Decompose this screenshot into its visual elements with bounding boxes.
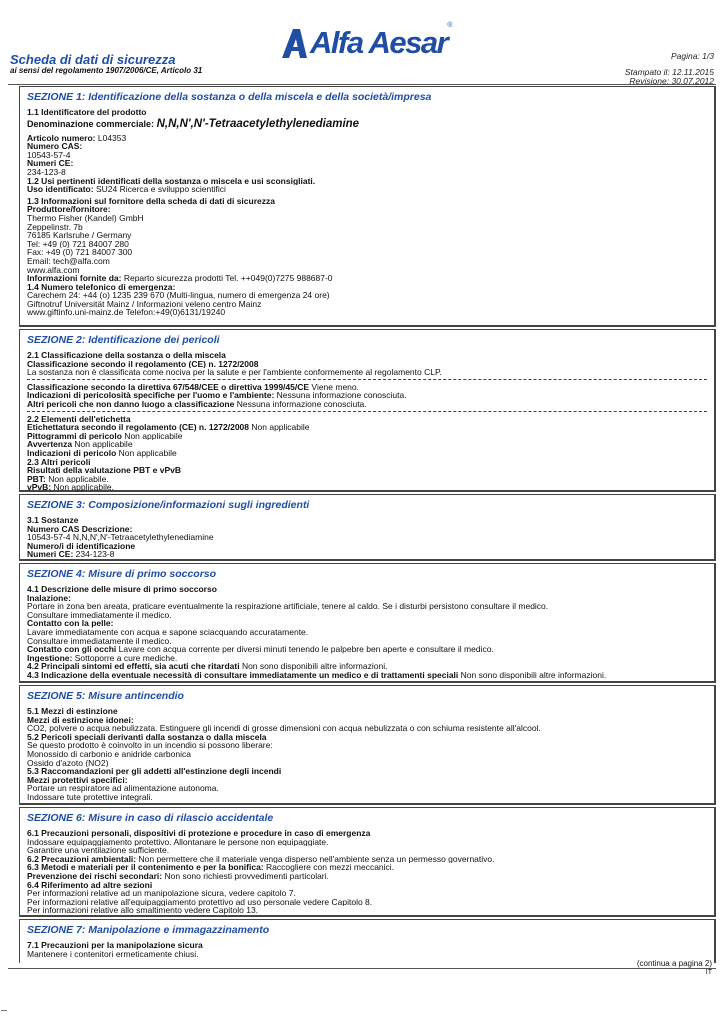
s2-h21b: Classificazione secondo il regolamento (CE) n. 1272/2008 — [27, 359, 259, 369]
use-value: SU24 Ricerca e sviluppo scientifici — [95, 185, 226, 194]
s5-h51: 5.1 Mezzi di estinzione — [27, 707, 118, 716]
s1-h13: 1.3 Informazioni sul fornitore della scheda di dati di sicurezza — [27, 196, 275, 206]
s2-alt-label: Altri pericoli che non danno luogo a classificazione — [27, 399, 235, 409]
info-label: Informazioni fornite da: — [27, 274, 122, 283]
cas-label: Numero CAS: — [27, 142, 83, 151]
s5-h52: 5.2 Pericoli speciali derivanti dalla sostanza o dalla miscela — [27, 732, 267, 742]
s1-h14: 1.4 Numero telefonico di emergenza: — [27, 282, 176, 292]
footer-divider — [8, 968, 716, 969]
continued-note: (continua a pagina 2) — [636, 959, 712, 968]
s4-ing-value: Sottoporre a cure mediche. — [74, 653, 178, 663]
s6-ref-3: Per informazioni relative allo smaltimento vedere Capitolo 13. — [27, 906, 259, 915]
s6-h63-label: 6.3 Metodi e materiali per il contenimento e per la bonifica: — [27, 863, 264, 872]
header-meta — [625, 52, 714, 87]
s6-h64: 6.4 Riferimento ad altre sezioni — [27, 880, 153, 890]
s5-prot-2: Indossare tute protettive integrali. — [27, 792, 153, 802]
s3-ce-label: Numeri CE: — [27, 550, 74, 559]
s6-prev-value: Non sono richiesti provvedimenti particolari. — [164, 871, 329, 881]
address-line: Tel: +49 (0) 721 84007 280 — [27, 239, 129, 249]
article-label: Articolo numero: — [27, 133, 96, 143]
s4-ing-label: Ingestione: — [27, 653, 73, 663]
s2-vpvb-value: Non applicabile. — [53, 483, 114, 492]
s1-h11: 1.1 Identificatore del prodotto — [27, 108, 147, 117]
s4-h43-label: 4.3 Indicazione della eventuale necessità di consultare immediatamente un medico e di trattamenti speciali — [27, 670, 459, 680]
s4-h43-value: Non sono disponibili altre informazioni. — [460, 670, 607, 680]
printed-date: Stampato il: 12.11.2015 — [624, 66, 714, 77]
page-header — [0, 0, 724, 88]
producer-label: Produttore/fornitore: — [27, 205, 111, 214]
s4-pelle-2: Consultare immediatamente il medico. — [27, 636, 172, 646]
s3-ce-value: 234-123-8 — [75, 550, 115, 559]
s6-h62-value: Non permettere che il materiale venga disperso nell'ambiente senza un permesso governativo. — [138, 854, 495, 864]
s4-inal-2: Consultare immediatamente il medico. — [27, 610, 172, 620]
s2-h22: 2.2 Elementi dell'etichetta — [27, 414, 131, 424]
s2-h21: 2.1 Classificazione della sostanza o della miscela — [27, 351, 226, 360]
section-6 — [19, 807, 716, 917]
address-line: 76185 Karlsruhe / Germany — [27, 231, 132, 240]
article-value: L04353 — [97, 133, 127, 143]
s2-h23: 2.3 Altri pericoli — [27, 457, 91, 467]
revision-date: Revisione: 30.07.2012 — [629, 76, 714, 86]
cas-value: 10543-57-4 — [27, 150, 71, 160]
alfa-aesar-logo-icon — [280, 28, 308, 58]
address-line: Thermo Fisher (Kandel) GmbH — [27, 213, 144, 223]
s5-h53: 5.3 Raccomandazioni per gli addetti all'estinzione degli incendi — [27, 767, 282, 776]
s7-line-1: Mantenere i contenitori ermeticamente chiusi. — [27, 949, 199, 959]
section-7-title: SEZIONE 7: Manipolazione e immagazzinamento — [27, 924, 270, 936]
section-1-title: SEZIONE 1: Identificazione della sostanza o della miscela e della società/impresa — [27, 91, 432, 103]
s4-h42-label: 4.2 Principali sintomi ed effetti, sia acuti che ritardati — [27, 662, 240, 671]
s2-ind-value: Nessuna informazione conosciuta. — [276, 391, 407, 400]
address-line: Zeppelinstr. 7b — [27, 222, 83, 232]
ce-value: 234-123-8 — [27, 167, 66, 177]
address-line: Email: tech@alfa.com — [27, 256, 110, 266]
trade-name-value: N,N,N',N'-Tetraacetylethylenediamine — [156, 117, 360, 130]
s4-pelle-1: Lavare immediatamente con acqua e sapone sciacquando accuratamente. — [27, 627, 309, 637]
s2-clp-line: La sostanza non è classificata come nociva per la salute e per l'ambiente conformemente al regolamento CLP. — [27, 368, 442, 377]
s2-c2-label: Classificazione secondo la direttiva 67/548/CEE o direttiva 1999/45/CE — [27, 382, 310, 392]
dashed-divider — [27, 379, 707, 380]
s6-line-2: Garantire una ventilazione sufficiente. — [27, 846, 170, 855]
s3-cas-line: 10543-57-4 N,N,N',N'-Tetraacetylethylenediamine — [27, 533, 214, 542]
emergency-line: Carechem 24: +44 (o) 1235 239 670 (Multi-lingua, numero di emergenza 24 ore) — [27, 291, 330, 300]
emergency-line: Giftnotruf Universität Mainz / Informazioni veleno centro Mainz — [27, 299, 262, 309]
header-divider — [8, 84, 716, 85]
s4-inal-1: Portare in zona ben areata, praticare eventualmente la respirazione artificiale, tenere al caldo. Se i disturbi persistono consultare il medico. — [27, 602, 549, 611]
use-label: Uso identificato: — [27, 185, 94, 194]
s4-h41: 4.1 Descrizione delle misure di primo soccorso — [27, 585, 217, 594]
s2-avv-value: Non applicabile — [74, 440, 133, 449]
s2-et-label: Etichettatura secondo il regolamento (CE) n. 1272/2008 — [27, 423, 250, 432]
logo-registered-mark: ® — [447, 22, 453, 29]
document-subtitle: ai sensi del regolamento 1907/2006/CE, Articolo 31 — [10, 66, 203, 75]
s3-num-id: Numero/i di identificazione — [27, 541, 136, 551]
s5-h52-a: Se questo prodotto è coinvolto in un incendio si possono liberare: — [27, 741, 273, 750]
s5-prot-1: Portare un respiratore ad alimentazione autonoma. — [27, 784, 219, 793]
s4-occhi-value: Lavare con acqua corrente per diversi minuti tenendo le palpebre ben aperte e consultare il medico. — [118, 645, 494, 654]
s6-line-1: Indossare equipaggiamento protettivo. Allontanare le persone non equipaggiate. — [27, 837, 329, 847]
address-line: Fax: +49 (0) 721 84007 300 — [27, 248, 133, 257]
corner-mark — [1, 1010, 7, 1011]
s2-indp-value: Non applicabile — [118, 448, 177, 458]
section-5 — [19, 685, 716, 805]
section-1 — [19, 86, 716, 327]
s2-pit-label: Pittogrammi di pericolo — [27, 431, 122, 441]
logo-text: Alfa Aesar — [310, 25, 448, 60]
s4-h42-value: Non sono disponibili altre informazioni. — [241, 662, 388, 671]
s1-h12: 1.2 Usi pertinenti identificati della sostanza o miscela e usi sconsigliati. — [27, 176, 316, 186]
s2-vpvb-label: vPvB: — [27, 483, 52, 492]
s6-h62-label: 6.2 Precauzioni ambientali: — [27, 854, 137, 864]
section-2-title: SEZIONE 2: Identificazione dei pericoli — [27, 334, 220, 346]
s2-pbt-heading: Risultati della valutazione PBT e vPvB — [27, 466, 181, 475]
page-number: Pagina: 1/3 — [670, 51, 714, 61]
ce-label: Numeri CE: — [27, 159, 74, 168]
s6-prev-label: Prevenzione dei rischi secondari: — [27, 871, 163, 881]
info-value: Reparto sicurezza prodotti Tel. ++049(0)7275 988687-0 — [123, 274, 333, 283]
s2-et-value: Non applicabile — [251, 423, 310, 432]
s4-occhi-label: Contatto con gli occhi — [27, 645, 117, 654]
s3-h31: 3.1 Sostanze — [27, 516, 79, 525]
section-6-title: SEZIONE 6: Misure in caso di rilascio accidentale — [27, 812, 274, 824]
s5-idonei-label: Mezzi di estinzione idonei: — [27, 715, 134, 725]
s2-avv-label: Avvertenza — [27, 440, 73, 449]
s6-h63-value: Raccogliere con mezzi meccanici. — [266, 863, 395, 872]
section-5-title: SEZIONE 5: Misure antincendio — [27, 690, 184, 702]
trade-name-label: Denominazione commerciale: — [27, 118, 155, 129]
s2-c2-value: Viene meno. — [311, 382, 359, 392]
s5-prot-label: Mezzi protettivi specifici: — [27, 775, 128, 785]
s5-idonei-1: CO2, polvere o acqua nebulizzata. Estinguere gli incendi di grosse dimensioni con acqua nebulizzata o con schiuma resistente all'alcool. — [27, 724, 541, 733]
s2-indp-label: Indicazioni di pericolo — [27, 448, 117, 458]
trade-name-row — [27, 117, 707, 131]
dashed-divider — [27, 411, 707, 412]
s2-pbt-label: PBT: — [27, 474, 46, 484]
section-7 — [19, 919, 716, 963]
s2-pit-value: Non applicabile — [124, 431, 183, 441]
address-line: www.alfa.com — [27, 265, 80, 275]
s3-cas-desc: Numero CAS Descrizione: — [27, 524, 133, 534]
document-title: Scheda di dati di sicurezza — [10, 52, 176, 67]
section-4-title: SEZIONE 4: Misure di primo soccorso — [27, 568, 217, 580]
sections — [19, 86, 716, 965]
section-3 — [19, 494, 716, 561]
section-2 — [19, 329, 716, 492]
section-3-title: SEZIONE 3: Composizione/informazioni sugli ingredienti — [27, 499, 310, 511]
s4-inal-label: Inalazione: — [27, 593, 71, 603]
s6-ref-1: Per informazioni relative ad un manipolazione sicura, vedere capitolo 7. — [27, 889, 296, 898]
s4-pelle-label: Contatto con la pelle: — [27, 619, 114, 628]
s6-h61: 6.1 Precauzioni personali, dispositivi di protezione e procedure in caso di emergenza — [27, 829, 371, 838]
s5-h52-c: Ossido d'azoto (NO2) — [27, 758, 109, 768]
s6-ref-2: Per informazioni relative all'equipaggiamento protettivo ad uso personale vedere Capitolo 8. — [27, 897, 373, 907]
s2-ind-label: Indicazioni di pericolosità specifiche per l'uomo e l'ambiente: — [27, 391, 275, 400]
s2-alt-value: Nessuna informazione conosciuta. — [236, 399, 367, 409]
alfa-aesar-logo — [280, 18, 455, 58]
emergency-line: www.giftinfo.uni-mainz.de Telefon:+49(0)6131/19240 — [27, 308, 226, 318]
s7-h71: 7.1 Precauzioni per la manipolazione sicura — [27, 941, 203, 950]
section-4 — [19, 563, 716, 683]
s2-pbt-value: Non applicabile. — [48, 474, 109, 484]
s5-h52-b: Monossido di carbonio e anidride carbonica — [27, 749, 191, 759]
language-code: IT — [705, 969, 712, 976]
